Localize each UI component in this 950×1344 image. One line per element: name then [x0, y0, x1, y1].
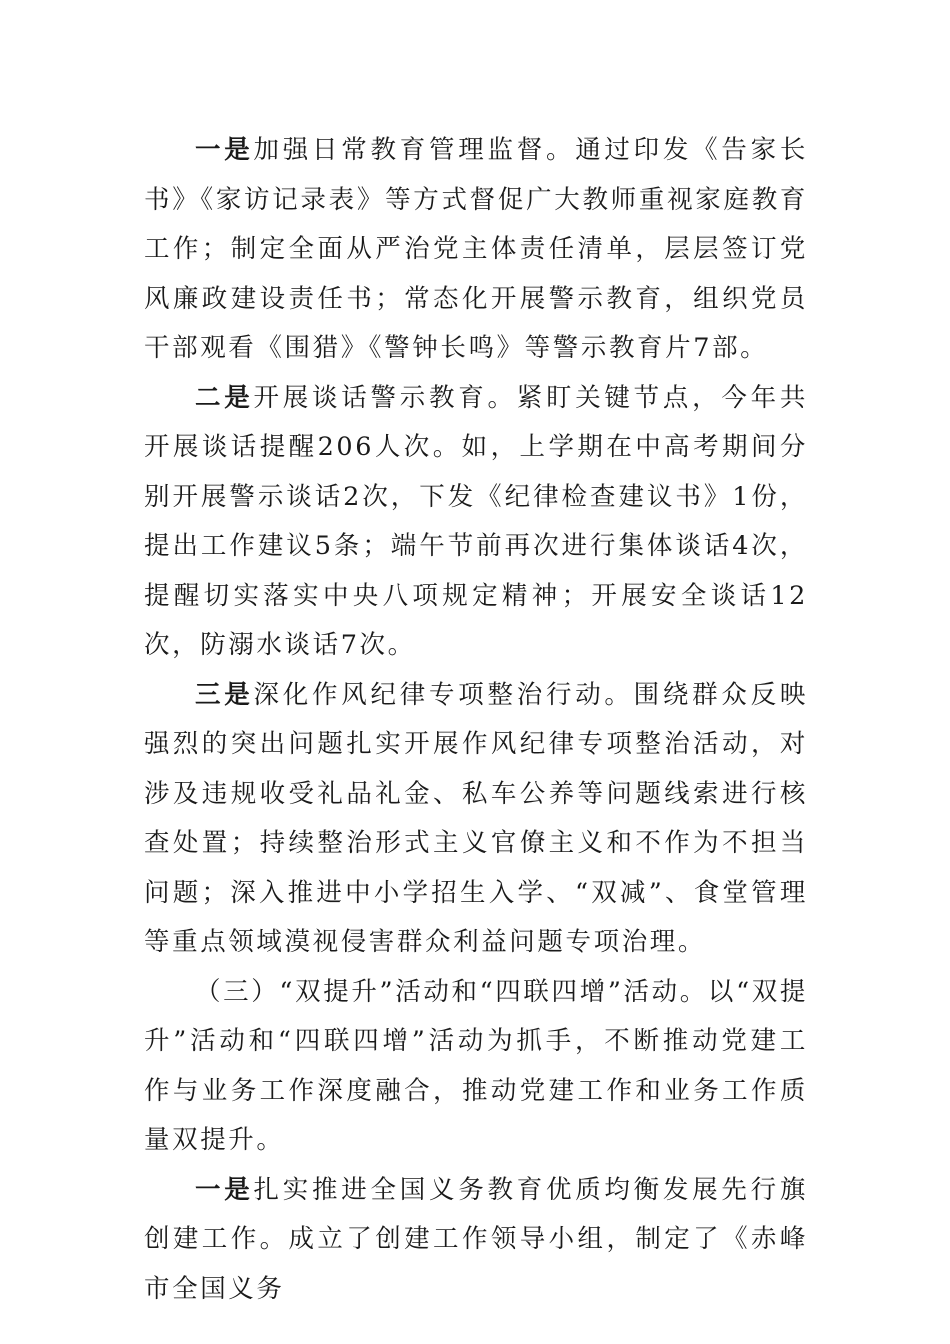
paragraph-3	[144, 671, 808, 968]
paragraph-5-lead: 一是	[195, 1174, 254, 1205]
paragraph-1-text: 加强日常教育管理监督。通过印发《告家长书》《家访记录表》等方式督促广大教师重视家庭教育工作；制定全面从严治党主体责任清单，层层签订党风廉政建设责任书；常态化开展警示教育，组织党员干部观看《围猎》《警钟长鸣》等警示教育片7部。	[144, 135, 809, 363]
paragraph-1-lead: 一是	[195, 135, 254, 165]
document-body	[144, 126, 808, 1314]
paragraph-4	[144, 968, 808, 1166]
paragraph-4-text: （三）“双提升”活动和“四联四增”活动。以“双提升”活动和“四联四增”活动为抓手，不断推动党建工作与业务工作深度融合，推动党建工作和业务工作质量双提升。	[144, 976, 808, 1155]
paragraph-2	[144, 374, 808, 671]
paragraph-3-lead: 三是	[195, 679, 254, 710]
paragraph-5	[144, 1166, 808, 1315]
paragraph-1	[144, 126, 808, 374]
paragraph-3-text: 深化作风纪律专项整治行动。围绕群众反映强烈的突出问题扎实开展作风纪律专项整治活动，对涉及违规收受礼品礼金、私车公养等问题线索进行核查处置；持续整治形式主义官僚主义和不作为不担当问题；深入推进中小学招生入学、“双减”、食堂管理等重点领域漠视侵害群众利益问题专项治理。	[144, 679, 809, 957]
paragraph-2-text: 开展谈话警示教育。紧盯关键节点，今年共开展谈话提醒206人次。如，上学期在中高考期间分别开展警示谈话2次，下发《纪律检查建议书》1份，提出工作建议5条；端午节前再次进行集体谈话4次，提醒切实落实中央八项规定精神；开展安全谈话12次，防溺水谈话7次。	[144, 382, 809, 660]
paragraph-5-text: 扎实推进全国义务教育优质均衡发展先行旗创建工作。成立了创建工作领导小组，制定了《赤峰市全国义务	[144, 1174, 809, 1304]
paragraph-2-lead: 二是	[195, 382, 254, 413]
